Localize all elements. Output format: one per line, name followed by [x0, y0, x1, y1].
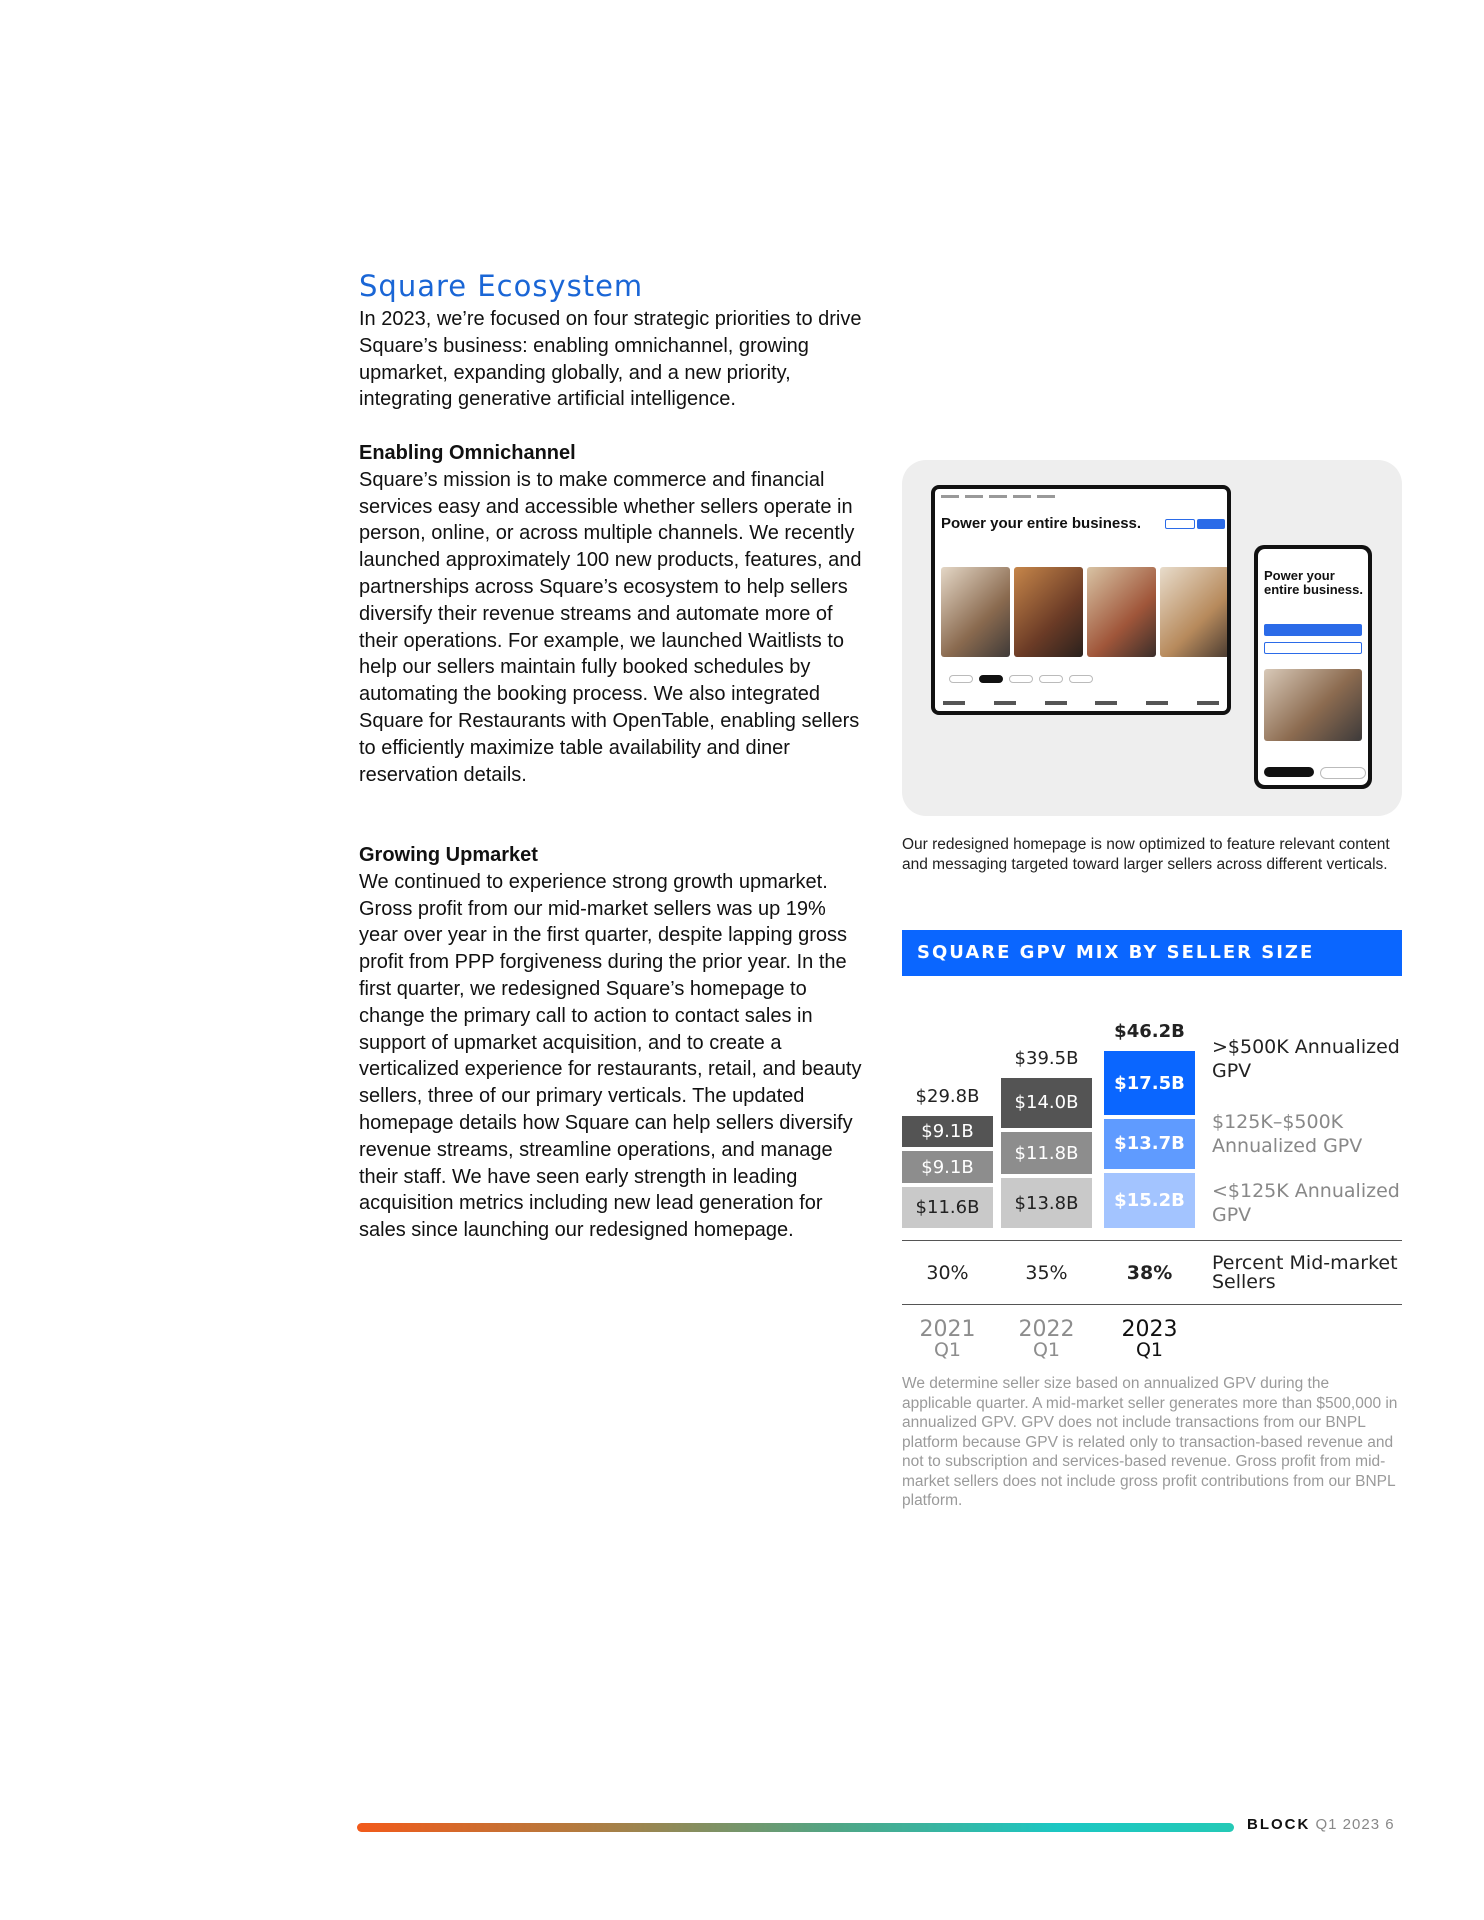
x-axis-quarter: Q1	[933, 1339, 962, 1361]
get-started-button	[1165, 519, 1195, 529]
legend-label-under-125k: <$125K Annualized GPV	[1212, 1180, 1400, 1226]
laptop-hero-headline: Power your entire business.	[941, 515, 1142, 532]
get-started-button	[1264, 642, 1362, 654]
bar-total-2023: $46.2B	[1114, 1021, 1185, 1043]
bar-segment-2021-1: $9.1B	[902, 1151, 993, 1182]
chart-divider-bottom	[902, 1304, 1402, 1305]
section-upmarket	[359, 842, 869, 1244]
footer-period: Q1 2023	[1315, 1816, 1381, 1833]
photo-tile	[1160, 567, 1227, 657]
chart-title: SQUARE GPV MIX BY SELLER SIZE	[902, 930, 1402, 976]
percent-mid-market-2021: 30%	[926, 1262, 969, 1284]
chart-divider-top	[902, 1240, 1402, 1241]
legend-label-over-500k: >$500K Annualized GPV	[1212, 1036, 1400, 1082]
bar-segment-2022-0: $13.8B	[1001, 1178, 1092, 1228]
bar-total-2022: $39.5B	[1014, 1047, 1079, 1069]
x-axis-quarter: Q1	[1135, 1339, 1164, 1361]
legend-label-125k-500k: $125K–$500K Annualized GPV	[1212, 1111, 1363, 1157]
bar-segment-2023-2: $17.5B	[1104, 1051, 1195, 1115]
footer-brand: BLOCK	[1247, 1816, 1311, 1833]
bar-segment-2022-1: $11.8B	[1001, 1132, 1092, 1174]
percent-row-label: Percent Mid-market Sellers	[1212, 1252, 1398, 1293]
laptop-screen	[935, 489, 1227, 711]
bar-segment-2021-0: $11.6B	[902, 1187, 993, 1228]
customer-logos-row	[943, 701, 1219, 705]
intro-paragraph	[359, 306, 869, 413]
photo-tile	[1014, 567, 1083, 657]
section-body: Square’s mission is to make commerce and financial services easy and accessible whether sellers operate in person, online, or across multiple channels. We recently launched approximately 100 new products, features, and partnerships across Square’s ecosystem to help sellers diversify their revenue streams and automate more of their operations. For example, we launched Waitlists to help our sellers maintain fully booked schedules by automating the booking process. We also integrated Square for Restaurants with OpenTable, enabling sellers to efficiently maximize table availability and diner reservation details.	[359, 468, 862, 786]
bar-segment-2022-2: $14.0B	[1001, 1078, 1092, 1129]
phone-mockup	[1254, 545, 1372, 789]
footer-gradient-bar	[357, 1823, 1234, 1832]
site-nav-bar	[941, 495, 1221, 501]
footer-page-number: 6	[1385, 1816, 1395, 1833]
intro-text: In 2023, we’re focused on four strategic priorities to drive Square’s business: enabling omnichannel, growing upmarket, expanding globally, and a new priority, integrating generative artificial intelligence.	[359, 308, 862, 411]
section-heading: Enabling Omnichannel	[359, 442, 576, 464]
contact-sales-button	[1264, 624, 1362, 636]
x-axis-label-2022	[1001, 1317, 1092, 1361]
percent-mid-market-2022: 35%	[1025, 1262, 1068, 1284]
contact-sales-button	[1197, 519, 1225, 529]
chip	[1009, 675, 1033, 683]
laptop-mockup	[931, 485, 1231, 715]
chip	[1264, 767, 1314, 777]
phone-screen	[1258, 549, 1368, 785]
vertical-filter-chips	[949, 675, 1093, 683]
x-axis-year: 2022	[1018, 1317, 1075, 1342]
x-axis-label-2023	[1104, 1317, 1195, 1361]
x-axis-year: 2021	[919, 1317, 976, 1342]
x-axis-year: 2023	[1121, 1317, 1178, 1342]
chip	[979, 675, 1003, 683]
section-body: We continued to experience strong growth upmarket. Gross profit from our mid-market sellers was up 19% year over year in the first quarter, despite lapping gross profit from PPP forgiveness during the prior year. In the first quarter, we redesigned Square’s homepage to change the primary call to action to contact sales in support of upmarket acquisition, and to create a verticalized experience for restaurants, retail, and beauty sellers, three of our primary verticals. The updated homepage details how Square can help sellers diversify revenue streams, streamline operations, and manage their staff. We have seen early strength in leading acquisition metrics including new lead generation for sales since launching our redesigned homepage.	[359, 870, 862, 1242]
bar-segment-2023-0: $15.2B	[1104, 1173, 1195, 1228]
x-axis-quarter: Q1	[1032, 1339, 1061, 1361]
section-omnichannel	[359, 440, 869, 788]
percent-mid-market-2023: 38%	[1126, 1262, 1173, 1284]
chip	[1069, 675, 1093, 683]
phone-hero-headline: Power your entire business.	[1264, 568, 1363, 597]
page-title: Square Ecosystem	[359, 269, 644, 304]
chart-footnote: We determine seller size based on annualized GPV during the applicable quarter. A mid-market seller generates more than $500,000 in annualized GPV. GPV does not include transactions from our BNPL platform because GPV is related only to transaction-based revenue and not to subscription and services-based revenue. Gross profit from mid-market sellers does not include gross profit contributions from our BNPL platform.	[902, 1375, 1398, 1509]
chip	[949, 675, 973, 683]
image-caption: Our redesigned homepage is now optimized to feature relevant content and messaging targeted toward larger sellers across different verticals.	[902, 836, 1390, 873]
photo-tile	[941, 567, 1010, 657]
chip	[1320, 767, 1366, 779]
gpv-mix-chart	[902, 980, 1402, 1360]
phone-photo	[1264, 669, 1362, 741]
chip	[1039, 675, 1063, 683]
x-axis-label-2021	[902, 1317, 993, 1361]
photo-tile	[1087, 567, 1156, 657]
footer	[1247, 1816, 1395, 1833]
homepage-device-image	[902, 460, 1402, 816]
bar-segment-2023-1: $13.7B	[1104, 1119, 1195, 1168]
section-heading: Growing Upmarket	[359, 844, 538, 866]
vertical-photo-tiles	[941, 567, 1227, 657]
bar-total-2021: $29.8B	[915, 1085, 980, 1107]
bar-segment-2021-2: $9.1B	[902, 1116, 993, 1147]
